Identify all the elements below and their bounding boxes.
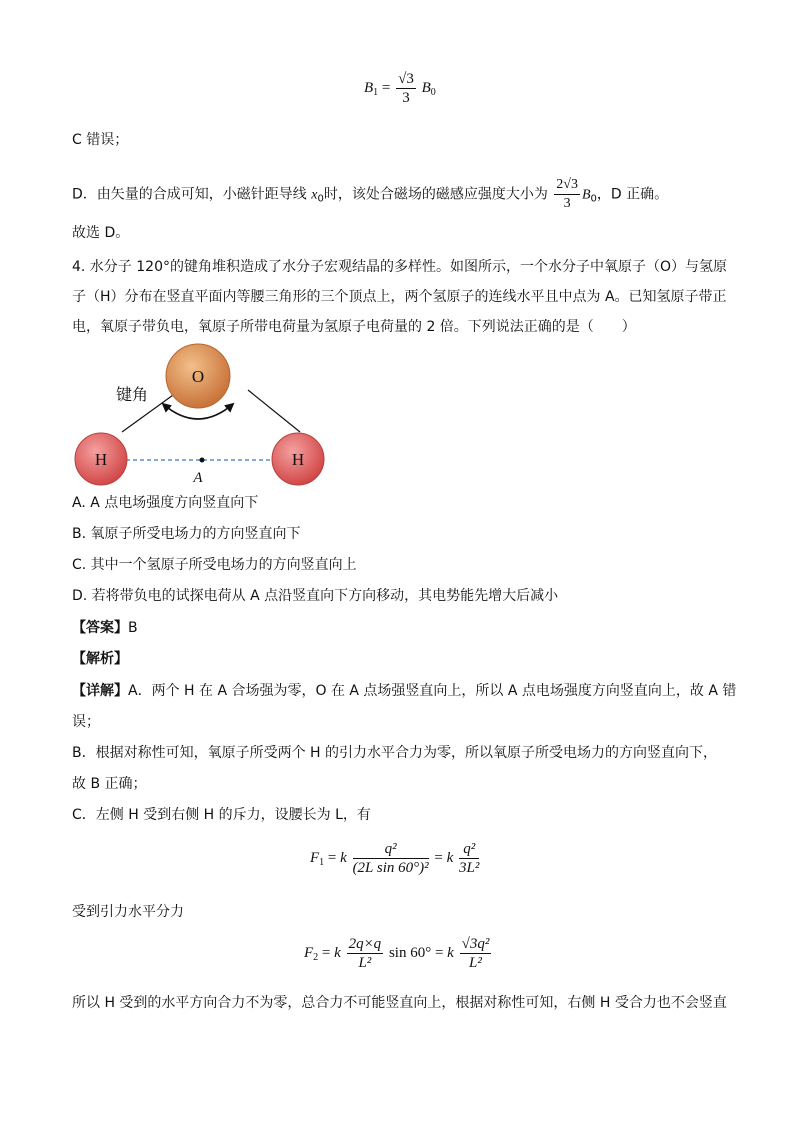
option-c: C. 其中一个氢原子所受电场力的方向竖直向上: [72, 557, 357, 573]
eq-f2-frac1: [347, 935, 384, 972]
eq-f1-num2: q²: [459, 840, 479, 859]
midpoint-dot: [200, 458, 205, 463]
eq-f2-frac2: [460, 935, 492, 972]
equation-f1: $F_1 = k$ $\frac{\text{q²}}{\text{(2L sin 60°)²}}$ = k $\frac{\text{q²}}{\text{3L²}}$: [310, 841, 480, 876]
hydrogen-left-label: H: [94, 450, 108, 469]
d-fraction: [554, 176, 580, 213]
q4-line2: 子（H）分布在竖直平面内等腰三角形的三个顶点上，两个氢原子的连线水平且中点为 A。已知氢原子带正: [72, 289, 727, 305]
eq-f2-den2: L²: [469, 955, 482, 971]
water-molecule-diagram: [70, 342, 330, 492]
d-var-sub: 0: [317, 193, 324, 205]
d-frac-den: 3: [563, 196, 571, 211]
eq-f2-k1: k: [334, 944, 341, 961]
option-a: A. A 点电场强度方向竖直向下: [72, 495, 259, 511]
eq-f1-den1: (2L sin 60°)²: [352, 860, 429, 876]
detail-label: 【详解】: [72, 683, 128, 699]
eq-f1-lhs: F: [310, 849, 320, 866]
last-line: 所以 H 受到的水平方向合力不为零，总合力不可能竖直向上，根据对称性可知，右侧 H 受合力也不会竖直: [72, 995, 727, 1011]
eq-b1-den: 3: [402, 90, 410, 106]
eq-f2-sin: sin 60°: [388, 944, 432, 961]
answer-value: B: [128, 620, 138, 636]
choose-line: 故选 D。: [72, 225, 130, 241]
detail-a-text: A．两个 H 在 A 合场强为零，O 在 A 点场强竖直向上，所以 A 点电场强度方向竖直向上，故 A 错: [128, 683, 737, 699]
eq-f1-frac2: [459, 840, 479, 877]
eq-f1-k1: k: [340, 849, 347, 866]
analysis-label: 【解析】: [72, 651, 128, 667]
eq-b1-lhs: B: [364, 79, 374, 96]
eq-f2-sub: 2: [313, 951, 319, 963]
d-frac-num: 2√3: [554, 176, 580, 195]
option-b: B. 氧原子所受电场力的方向竖直向下: [72, 526, 301, 542]
eq-f1-num1: q²: [353, 840, 429, 859]
answer-label: 【答案】: [72, 620, 128, 636]
d-text-mid: 时，该处合磁场的磁感应强度大小为: [323, 186, 548, 203]
midpoint-label: A: [193, 470, 203, 486]
hydrogen-right-label: H: [291, 450, 305, 469]
eq-b1-rhs: B: [421, 79, 431, 96]
bond-angle-label: 键角: [116, 385, 149, 404]
detail-a-line1: [72, 681, 736, 701]
d-b0: B: [581, 187, 591, 203]
eq-f2-num1: 2q×q: [348, 936, 382, 952]
detail-c-line1: C．左侧 H 受到右侧 H 的斥力，设腰长为 L，有: [72, 807, 371, 823]
eq-f1-den2: 3L²: [459, 860, 480, 876]
equation-f2: $F_2 = k$ $\frac{2q\times q}{\text{L²}}$ sin 60° = k $\frac{\text{√3q²}}{\text{L²}}$: [304, 936, 490, 971]
eq-f2-k2: k: [447, 944, 454, 961]
equation-b1: [364, 70, 436, 107]
option-d: D. 若将带负电的试探电荷从 A 点沿竖直向下方向移动，其电势能先增大后减小: [72, 588, 559, 604]
d-text-prefix: D．由矢量的合成可知，小磁针距导线: [72, 186, 312, 203]
eq-f1-frac1: [353, 840, 429, 877]
answer-line: [72, 618, 138, 638]
d-explanation-line: [72, 176, 668, 213]
d-var: x: [311, 187, 318, 203]
eq-f2-den1: L²: [358, 955, 372, 971]
d-text-end: ，D 正确。: [596, 186, 669, 203]
eq-b1-rhs-sub: 0: [430, 86, 436, 98]
c-wrong-line: C 错误；: [72, 132, 129, 148]
eq-f1-k2: k: [446, 849, 454, 866]
eq-b1-num: √3: [398, 71, 414, 87]
eq-b1-equals: =: [381, 79, 391, 96]
eq-b1-fraction: [396, 70, 416, 107]
bond-right: [248, 390, 300, 432]
eq-f1-sub: 1: [319, 856, 325, 868]
detail-b-line1: B．根据对称性可知，氧原子所受两个 H 的引力水平合力为零，所以氧原子所受电场力的方向竖直向下，: [72, 745, 718, 761]
eq-f2-lhs: F: [304, 944, 314, 961]
detail-b-line2: 故 B 正确；: [72, 776, 147, 792]
eq-f2-num2: √3q²: [461, 936, 490, 952]
oxygen-label: O: [191, 367, 205, 386]
q4-line1: 4. 水分子 120°的键角堆积造成了水分子宏观结晶的多样性。如图所示，一个水分子中氧原子（O）与氢原: [72, 259, 727, 275]
q4-line3: 电，氧原子带负电，氧原子所带电荷量为氢原子电荷量的 2 倍。下列说法正确的是（ ）: [72, 319, 636, 335]
d-b0-sub: 0: [590, 193, 597, 205]
detail-a-line2: 误；: [72, 714, 100, 730]
horizontal-component-line: 受到引力水平分力: [72, 904, 184, 920]
eq-b1-lhs-sub: 1: [373, 86, 379, 98]
